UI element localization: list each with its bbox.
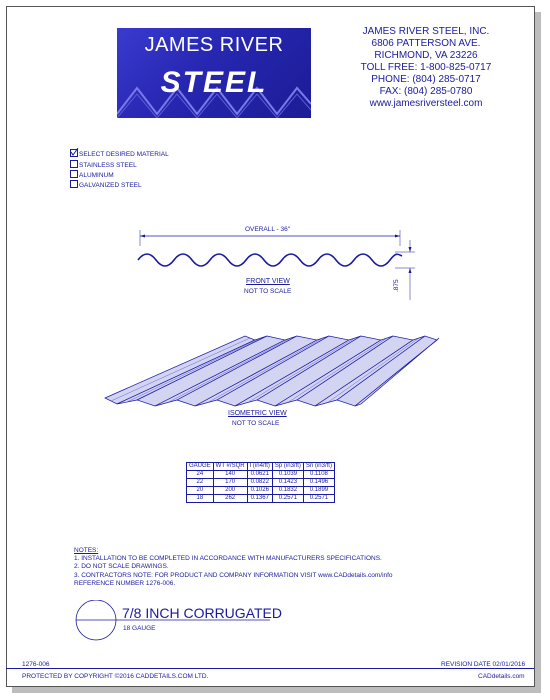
table-cell: 0.1108 bbox=[303, 471, 334, 479]
table-header-cell: Sp (in3/ft) bbox=[272, 463, 303, 471]
material-option-label: GALVANIZED STEEL bbox=[79, 182, 142, 189]
company-info bbox=[312, 26, 540, 110]
table-header-cell: I (in4/ft) bbox=[247, 463, 272, 471]
checkbox-checked-icon[interactable] bbox=[70, 149, 78, 157]
front-view-subtitle: NOT TO SCALE bbox=[244, 288, 292, 295]
checkbox-icon[interactable] bbox=[70, 160, 78, 168]
company-tollfree: TOLL FREE: 1-800-825-0717 bbox=[360, 62, 492, 73]
revision-date: REVISION DATE 02/01/2016 bbox=[441, 661, 526, 668]
table-header-row bbox=[187, 463, 335, 471]
company-phone: PHONE: (804) 285-0717 bbox=[371, 74, 481, 85]
material-option-label: STAINLESS STEEL bbox=[79, 162, 137, 169]
footer-site-link[interactable]: CADdetails.com bbox=[478, 673, 525, 680]
table-cell: 0.1832 bbox=[272, 487, 303, 495]
material-option-galvanized[interactable] bbox=[70, 181, 142, 190]
table-cell: 0.2571 bbox=[303, 495, 334, 503]
table-cell: 0.1496 bbox=[303, 479, 334, 487]
drawing-title: 7/8 INCH CORRUGATED bbox=[122, 605, 282, 621]
material-option-aluminum[interactable] bbox=[70, 171, 114, 180]
table-cell: 20 bbox=[187, 487, 214, 495]
isometric-view-title: ISOMETRIC VIEW bbox=[228, 410, 287, 417]
specifications-table bbox=[186, 462, 335, 503]
table-cell: 0.0822 bbox=[247, 479, 272, 487]
notes-header: NOTES: bbox=[74, 547, 99, 554]
overall-dimension-label: OVERALL - 36" bbox=[245, 226, 291, 233]
table-cell: 0.0621 bbox=[247, 471, 272, 479]
table-cell: 18 bbox=[187, 495, 214, 503]
material-option-label: ALUMINUM bbox=[79, 172, 114, 179]
reference-number: 1276-006 bbox=[22, 661, 50, 668]
table-row bbox=[187, 479, 335, 487]
notes-block bbox=[74, 547, 393, 588]
note-item: REFERENCE NUMBER 1276-006. bbox=[74, 579, 176, 587]
copyright-notice: PROTECTED BY COPYRIGHT ©2016 CADDETAILS.COM LTD. bbox=[22, 673, 209, 680]
note-item: 2. DO NOT SCALE DRAWINGS. bbox=[74, 563, 169, 571]
table-cell: 22 bbox=[187, 479, 214, 487]
company-address-1: 6806 PATTERSON AVE. bbox=[371, 38, 481, 49]
front-view-title: FRONT VIEW bbox=[246, 278, 290, 285]
table-header-cell: Sn (in3/ft) bbox=[303, 463, 334, 471]
material-header-label: SELECT DESIRED MATERIAL bbox=[79, 151, 169, 158]
note-item[interactable]: 3. CONTRACTORS NOTE: FOR PRODUCT AND COMPANY INFORMATION VISIT www.CADdetails.com/info bbox=[74, 571, 393, 579]
table-cell: 0.1039 bbox=[272, 471, 303, 479]
isometric-view-subtitle: NOT TO SCALE bbox=[232, 420, 280, 427]
table-cell: 200 bbox=[213, 487, 247, 495]
company-name: JAMES RIVER STEEL, INC. bbox=[362, 26, 490, 37]
material-header-row[interactable] bbox=[70, 150, 169, 159]
table-cell: 24 bbox=[187, 471, 214, 479]
company-address-2: RICHMOND, VA 23226 bbox=[374, 50, 478, 61]
table-cell: 0.1423 bbox=[272, 479, 303, 487]
table-row bbox=[187, 495, 335, 503]
logo-text-main: STEEL bbox=[160, 66, 268, 99]
company-website[interactable]: www.jamesriversteel.com bbox=[369, 98, 483, 109]
table-cell: 0.2571 bbox=[272, 495, 303, 503]
table-cell: 170 bbox=[213, 479, 247, 487]
table-row bbox=[187, 487, 335, 495]
table-header-cell: WT #/SQR bbox=[213, 463, 247, 471]
footer-divider bbox=[6, 668, 534, 669]
table-cell: 0.1899 bbox=[303, 487, 334, 495]
table-row bbox=[187, 471, 335, 479]
company-fax: FAX: (804) 285-0780 bbox=[379, 86, 473, 97]
note-item: 1. INSTALLATION TO BE COMPLETED IN ACCORDANCE WITH MANUFACTURERS SPECIFICATIONS. bbox=[74, 555, 382, 563]
logo-text-top: JAMES RIVER bbox=[144, 34, 284, 56]
table-header-cell: GAUGE bbox=[187, 463, 214, 471]
company-logo bbox=[117, 28, 311, 118]
checkbox-icon[interactable] bbox=[70, 180, 78, 188]
table-cell: 262 bbox=[213, 495, 247, 503]
isometric-view-drawing bbox=[95, 328, 445, 413]
height-dimension-label: .875 bbox=[393, 279, 400, 292]
material-option-stainless[interactable] bbox=[70, 161, 137, 170]
drawing-subtitle: 18 GAUGE bbox=[123, 625, 156, 632]
table-cell: 0.1367 bbox=[247, 495, 272, 503]
checkbox-icon[interactable] bbox=[70, 170, 78, 178]
table-cell: 0.1026 bbox=[247, 487, 272, 495]
table-cell: 140 bbox=[213, 471, 247, 479]
